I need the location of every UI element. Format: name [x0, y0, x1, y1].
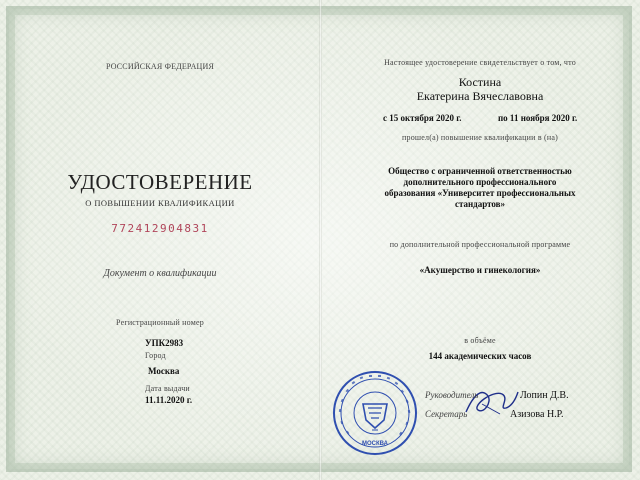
recipient-given-names: Екатерина Вячеславовна [416, 89, 544, 103]
program-name: «Акушерство и гинекология» [419, 265, 541, 275]
registration-number: УПК2983 [145, 338, 184, 348]
organization-line: Общество с ограниченной ответственностью [388, 166, 572, 176]
volume-label: в объёме [464, 336, 496, 345]
passed-label: прошел(а) повышение квалификации в (на) [402, 133, 558, 142]
issue-date-label: Дата выдачи [145, 384, 190, 393]
program-label: по дополнительной профессиональной программе [389, 240, 571, 249]
secretary-name: Азизова Н.Р. [510, 409, 564, 420]
period-start: с 15 октября 2020 г. [383, 113, 462, 123]
document-subtitle: О ПОВЫШЕНИИ КВАЛИФИКАЦИИ [85, 198, 235, 208]
city-label: Город [145, 351, 166, 360]
head-label: Руководитель [425, 390, 479, 400]
city-value: Москва [148, 366, 180, 376]
page-fold [319, 0, 322, 480]
country-label: РОССИЙСКАЯ ФЕДЕРАЦИЯ [105, 62, 215, 71]
organization-line: стандартов» [454, 199, 506, 209]
period-end: по 11 ноября 2020 г. [498, 113, 578, 123]
issue-date-value: 11.11.2020 г. [145, 395, 193, 405]
document-title: УДОСТОВЕРЕНИЕ [67, 170, 253, 194]
intro-text: Настоящее удостоверение свидетельствует о том, что [384, 58, 576, 67]
organization-seal-icon [332, 370, 418, 456]
document-type: Документ о квалификации [103, 268, 217, 279]
organization-line: дополнительного профессионального [403, 177, 557, 187]
organization-name [340, 166, 620, 210]
serial-number: 772412904831 [111, 222, 209, 235]
registration-label: Регистрационный номер [116, 318, 204, 327]
hours-value: 144 академических часов [428, 351, 532, 361]
head-name: Лопин Д.В. [520, 390, 569, 401]
seal-city: МОСКВА [361, 441, 389, 447]
recipient-surname: Костина [458, 75, 502, 89]
secretary-label: Секретарь [425, 409, 468, 419]
organization-line: образования «Университет профессиональных [384, 188, 576, 198]
